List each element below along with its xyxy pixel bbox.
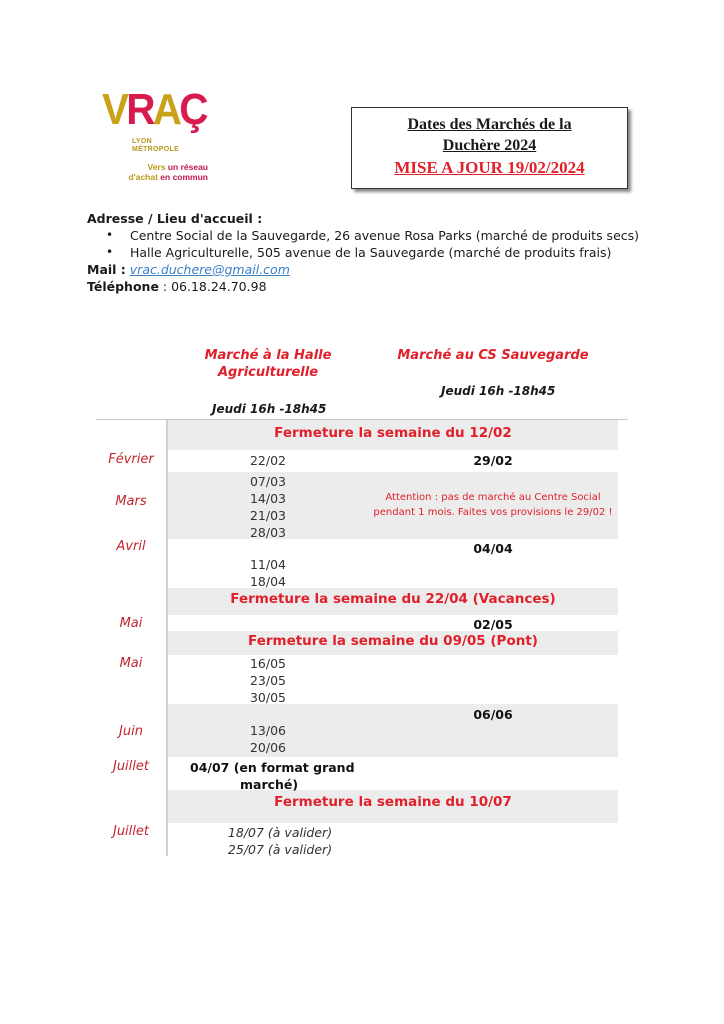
mail-link[interactable]: vrac.duchere@gmail.com [129, 262, 290, 277]
logo-tagline: Vers un réseau d'achat en commun [128, 162, 208, 182]
address-item: • Halle Agriculturelle, 505 avenue de la Sauvegarde (marché de produits frais) [130, 244, 647, 261]
halle-dates-avril: 11/04 18/04 [249, 557, 287, 589]
logo-wordmark: VRAÇ [102, 85, 206, 134]
update-notice: MISE A JOUR 19/02/2024 [394, 158, 585, 177]
month-mai: Mai [119, 656, 143, 671]
cs-date: 06/06 [473, 707, 513, 722]
closure-text-2204: Fermeture la semaine du 22/04 (Vacances) [230, 591, 556, 607]
cs-column-title: Marché au CS Sauvegarde [397, 348, 589, 363]
cs-date: 29/02 [473, 453, 513, 468]
halle-dates-mai: 16/05 23/05 30/05 [249, 656, 287, 705]
halle-date-grand-marche: 04/07 (en format grand marché) [190, 760, 355, 792]
cs-date: 02/05 [473, 617, 513, 632]
cs-date: 04/04 [473, 541, 513, 556]
closure-text-1202: Fermeture la semaine du 12/02 [274, 425, 512, 441]
cs-hours: Jeudi 16h -18h45 [441, 384, 556, 398]
halle-hours: Jeudi 16h -18h45 [212, 402, 327, 416]
phone-label: Téléphone [87, 279, 159, 294]
halle-dates-mars: 07/03 14/03 21/03 28/03 [249, 474, 287, 540]
halle-dates-juin: 13/06 20/06 [249, 723, 287, 755]
month-juillet: Juillet [112, 759, 149, 774]
title-box [351, 107, 628, 189]
halle-column-title: Marché à la Halle Agriculturelle [204, 348, 332, 380]
halle-dates-juillet: 18/07 (à valider) 25/07 (à valider) [227, 825, 333, 857]
address-label: Adresse / Lieu d'accueil : [87, 211, 263, 226]
phone-value: 06.18.24.70.98 [171, 279, 267, 294]
month-mars: Mars [115, 494, 147, 509]
vrac-logo [98, 86, 208, 186]
address-list [87, 227, 647, 261]
month-mai: Mai [119, 616, 143, 631]
halle-date: 22/02 [249, 453, 287, 468]
cs-closure-warning: Attention : pas de marché au Centre Social pendant 1 mois. Faites vos provisions le 29/02 ! [373, 492, 613, 518]
month-juillet: Juillet [112, 824, 149, 839]
contact-info [87, 210, 647, 295]
title-line-2: Duchère 2024 [442, 137, 537, 154]
month-juin: Juin [119, 724, 143, 739]
closure-text-1007: Fermeture la semaine du 10/07 [274, 794, 512, 810]
phone-row: Téléphone : 06.18.24.70.98 [87, 279, 267, 294]
address-item: • Centre Social de la Sauvegarde, 26 avenue Rosa Parks (marché de produits secs) [130, 227, 647, 244]
mail-label: Mail : [87, 262, 126, 277]
mail-row [87, 261, 647, 278]
month-avril: Avril [116, 539, 146, 554]
month-fevrier: Février [108, 452, 154, 467]
logo-subtitle: LYON MÉTROPOLE [132, 138, 180, 153]
closure-text-0905: Fermeture la semaine du 09/05 (Pont) [248, 633, 538, 649]
title-line-1: Dates des Marchés de la [407, 116, 572, 133]
